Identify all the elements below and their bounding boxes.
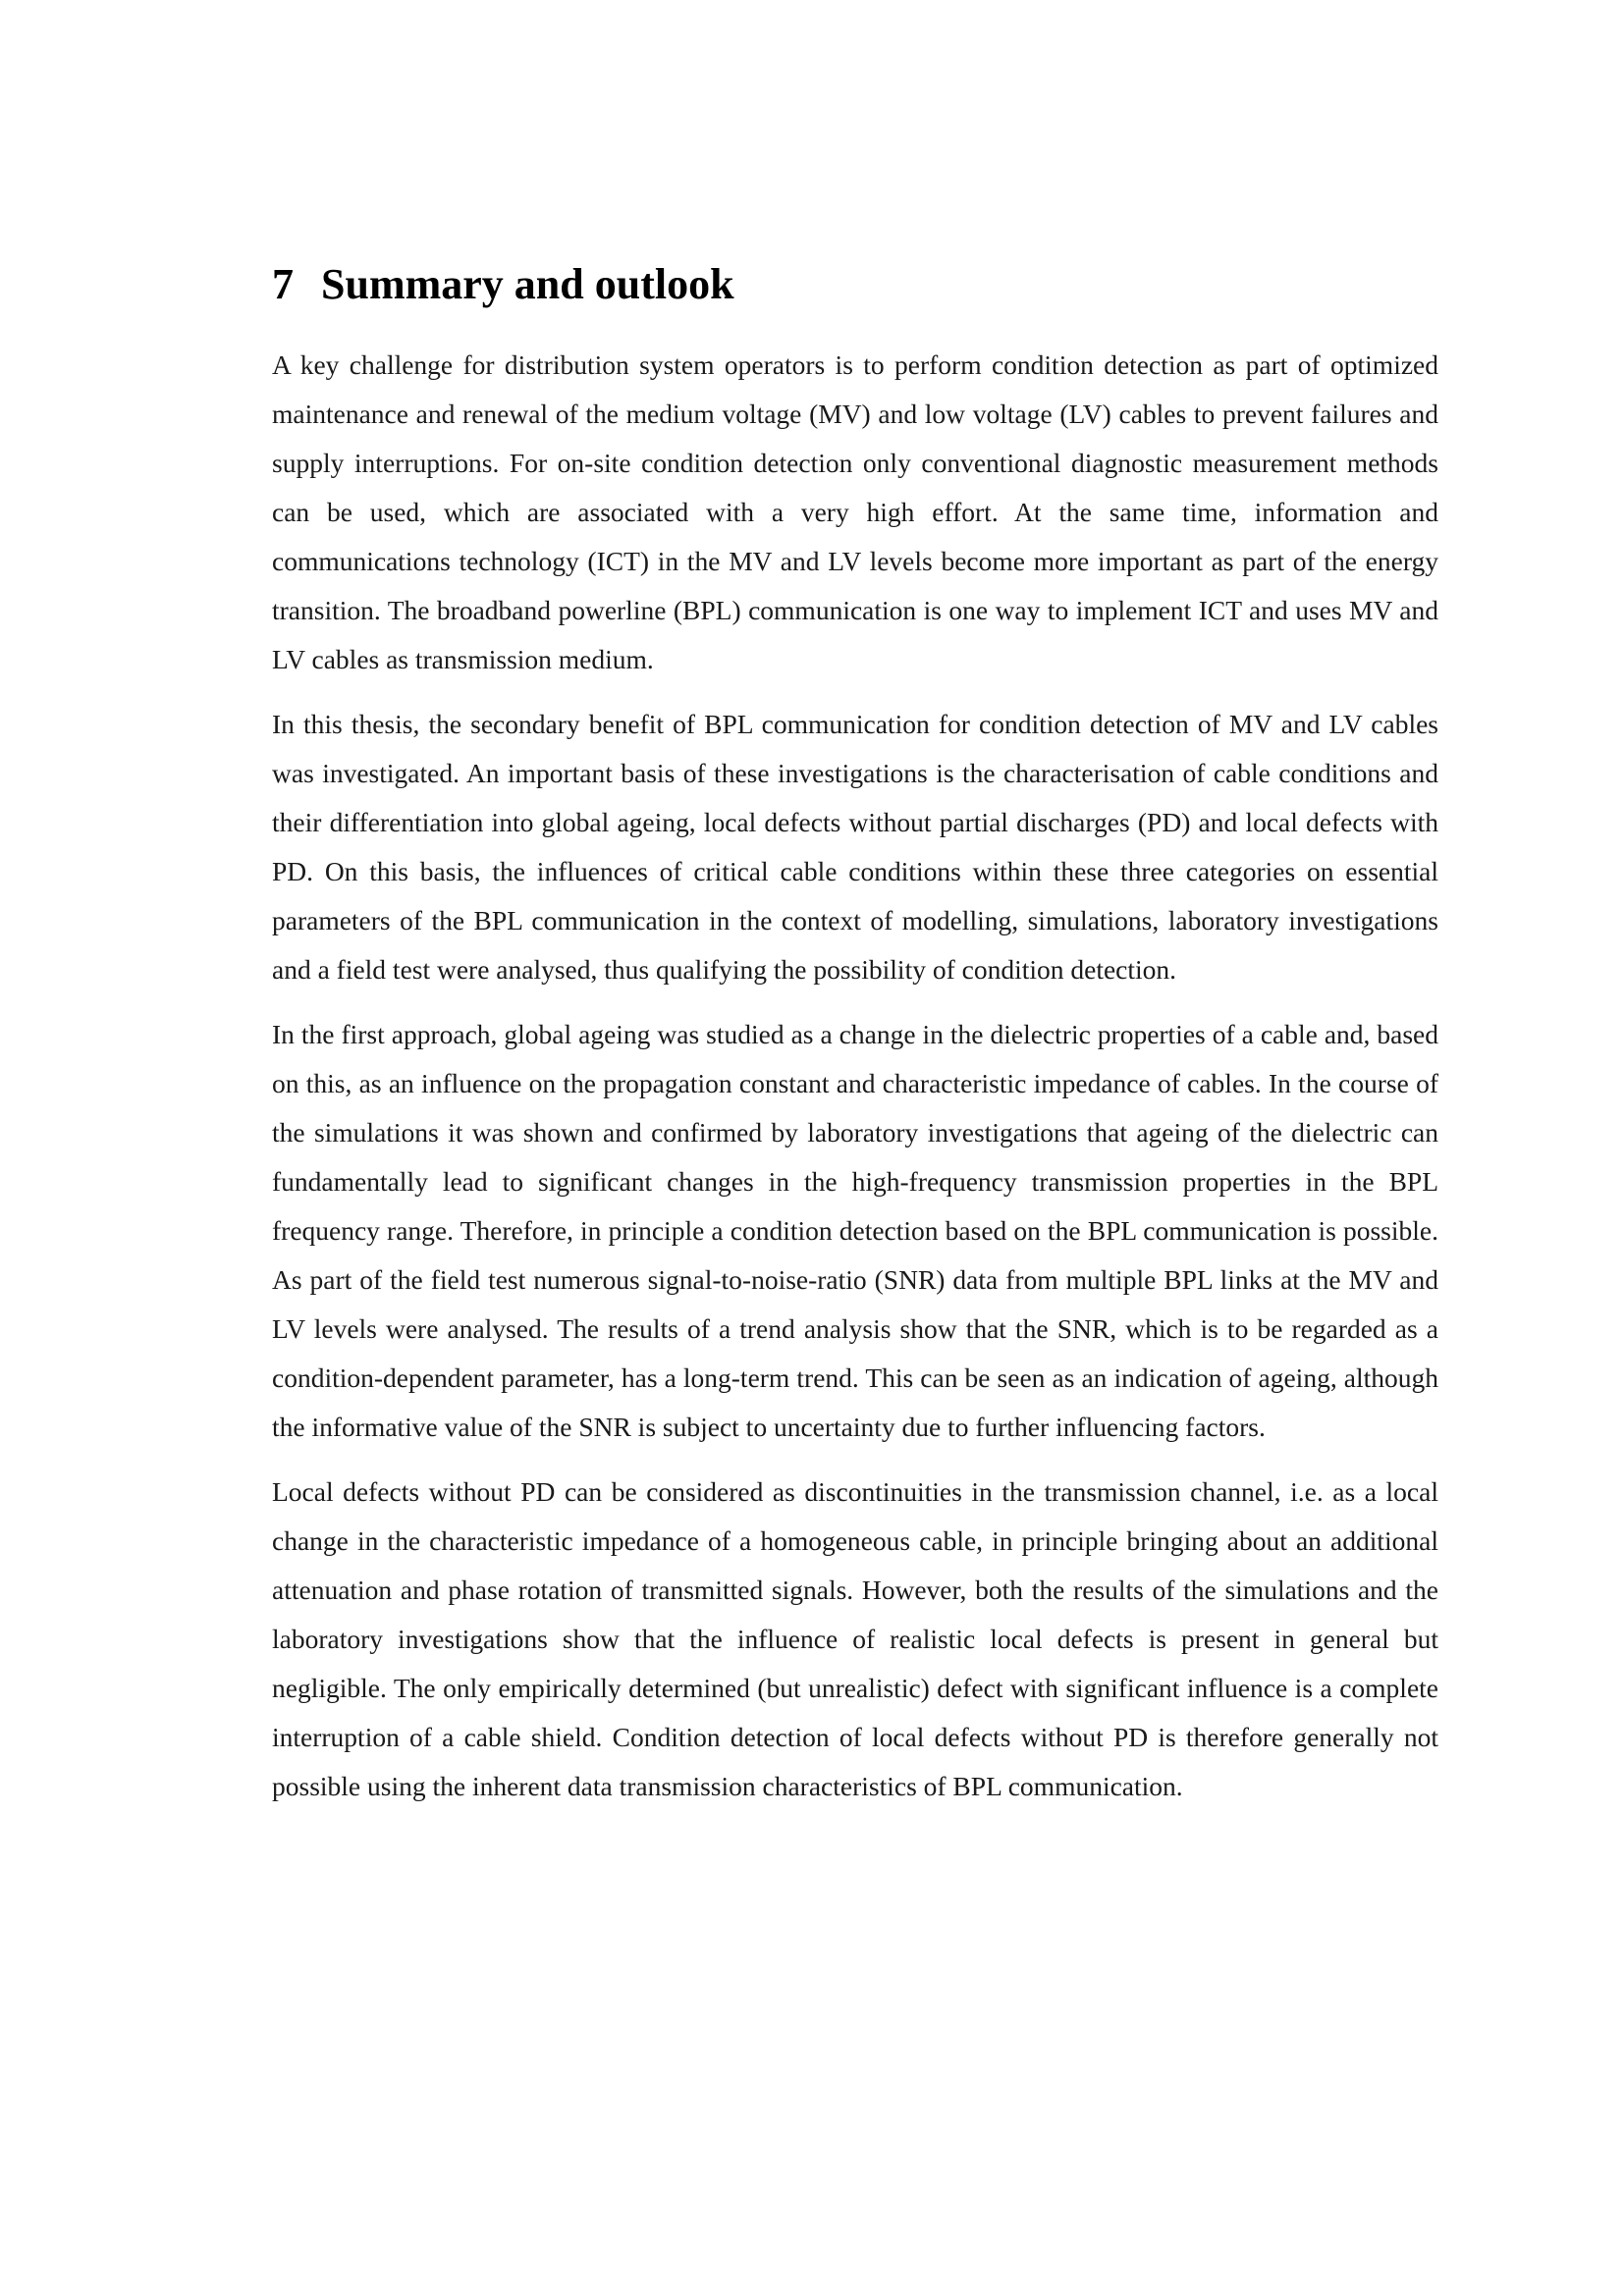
paragraph-thesis-scope: In this thesis, the secondary benefit of BPL communication for condition detection of MV and LV cables was investigated. An important basis of these investigations is the characterisation of cable conditions and their differentiation into global ageing, local defects without partial discharges (PD) and local defects with PD. On this basis, the influences of critical cable conditions within these three categories on essential parameters of the BPL communication in the context of modelling, simulations, laboratory investigations and a field test were analysed, thus qualifying the possibility of condition detection. xyxy=(272,709,1438,985)
paragraph-local-defects: Local defects without PD can be considered as discontinuities in the transmission channel, i.e. as a local change in the characteristic impedance of a homogeneous cable, in principle bringing about an additional attenuation and phase rotation of transmitted signals. However, both the results of the simulations and the laboratory investigations show that the influence of realistic local defects is present in general but negligible. The only empirically determined (but unrealistic) defect with significant influence is a complete interruption of a cable shield. Condition detection of local defects without PD is therefore generally not possible using the inherent data transmission characteristics of BPL communication. xyxy=(272,1476,1438,1801)
paragraph-global-ageing: In the first approach, global ageing was studied as a change in the dielectric properties of a cable and, based on this, as an influence on the propagation constant and characteristic impedance of cables. In the course of the simulations it was shown and confirmed by laboratory investigations that ageing of the dielectric can fundamentally lead to significant changes in the high-frequency transmission properties in the BPL frequency range. Therefore, in principle a condition detection based on the BPL communication is possible. As part of the field test numerous signal-to-noise-ratio (SNR) data from multiple BPL links at the MV and LV levels were analysed. The results of a trend analysis show that the SNR, which is to be regarded as a condition-dependent parameter, has a long-term trend. This can be seen as an indication of ageing, although the informative value of the SNR is subject to uncertainty due to further influencing factors. xyxy=(272,1019,1438,1442)
chapter-number: 7 xyxy=(272,260,294,308)
chapter-heading xyxy=(272,250,1438,319)
chapter-title: Summary and outlook xyxy=(321,260,734,308)
page-content xyxy=(272,250,1438,1827)
paragraph-introduction: A key challenge for distribution system operators is to perform condition detection as part of optimized maintenance and renewal of the medium voltage (MV) and low voltage (LV) cables to prevent failures and supply interruptions. For on-site condition detection only conventional diagnostic measurement methods can be used, which are associated with a very high effort. At the same time, information and communications technology (ICT) in the MV and LV levels become more important as part of the energy transition. The broadband powerline (BPL) communication is one way to implement ICT and uses MV and LV cables as transmission medium. xyxy=(272,349,1438,674)
